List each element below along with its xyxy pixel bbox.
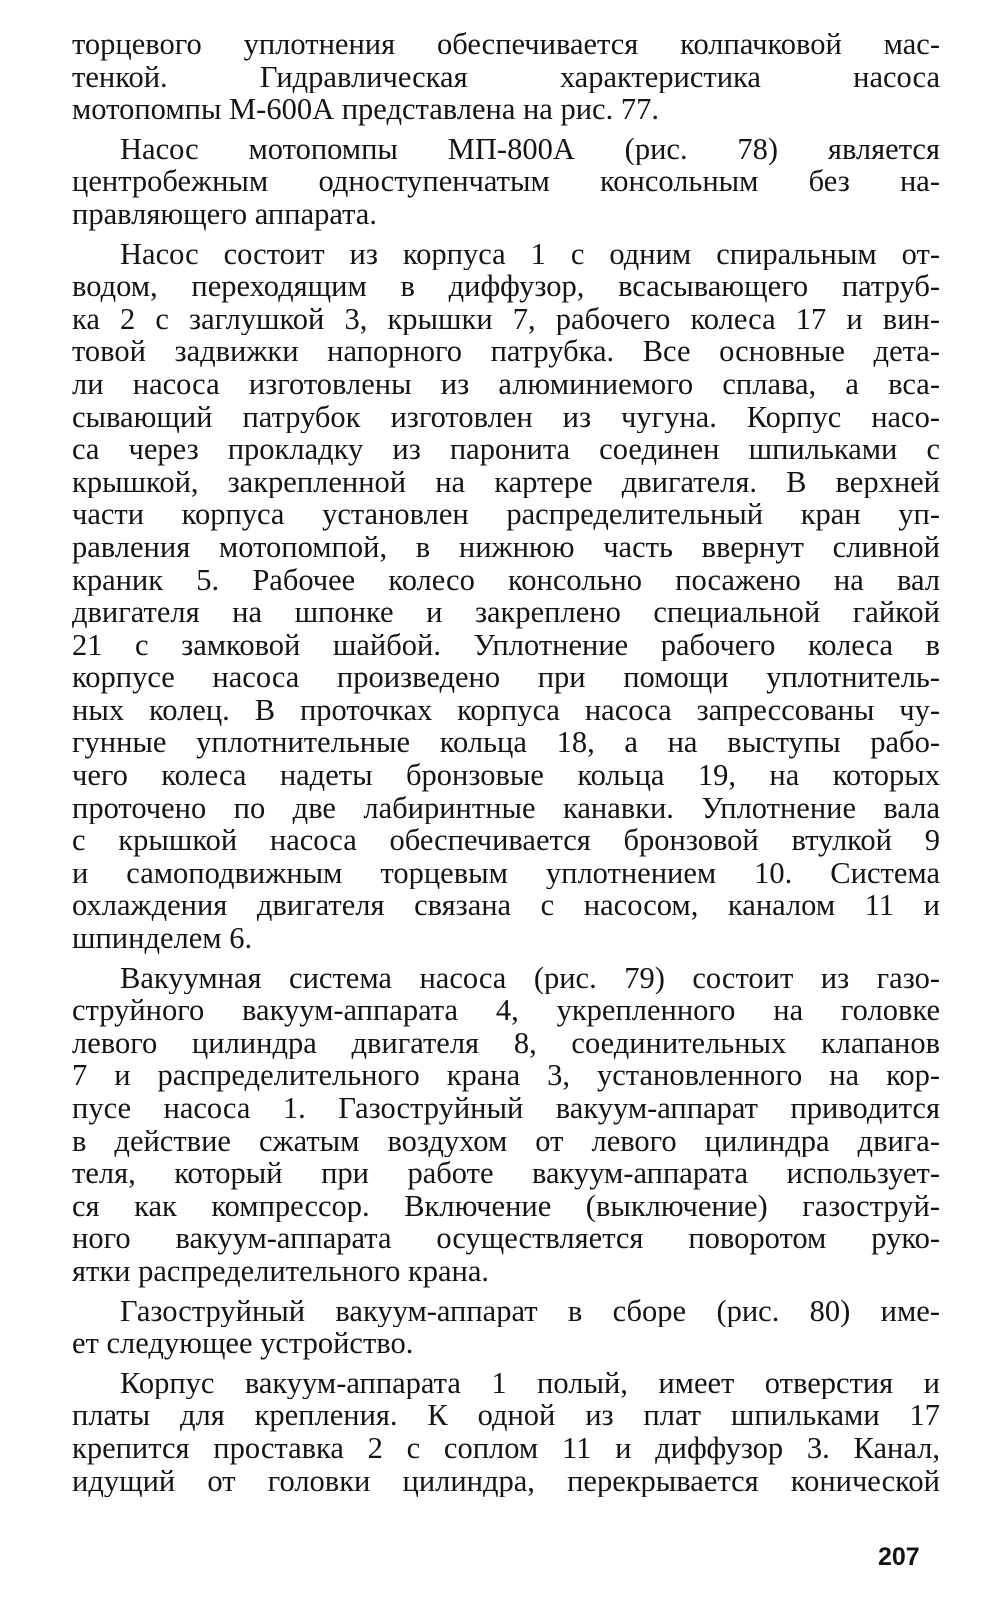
text-line: шпинделем 6.: [72, 922, 253, 955]
paragraph-3: [72, 238, 940, 955]
text-line: ятки распределительного крана.: [72, 1254, 490, 1288]
text-line: в действие сжатым воздухом от левого цилиндра двига-: [72, 1124, 940, 1158]
text-line: ного вакуум-аппарата осуществляется поворотом руко-: [72, 1222, 940, 1255]
paragraph-1: [72, 28, 940, 126]
text-line: ли насоса изготовлены из алюминиемого сплава, а вса-: [72, 367, 940, 401]
text-line: центробежным одноступенчатым консольным без на-: [72, 165, 940, 198]
text-line: правляющего аппарата.: [72, 197, 377, 231]
text-line: равления мотопомпой, в нижнюю часть ввернут сливной: [72, 530, 940, 564]
paragraph-4: [72, 962, 940, 1288]
text-line: товой задвижки напорного патрубка. Все основные дета-: [72, 335, 940, 368]
paragraph-2: [72, 133, 940, 231]
text-line: Газоструйный вакуум-аппарат в сборе (рис. 80) име-: [120, 1294, 940, 1328]
text-line: пусе насоса 1. Газоструйный вакуум-аппарат приводится: [72, 1092, 940, 1125]
text-line: Насос состоит из корпуса 1 с одним спиральным от-: [120, 237, 940, 271]
text-line: чего колеса надеты бронзовые кольца 19, на которых: [72, 759, 940, 792]
text-line: идущий от головки цилиндра, перекрывается конической: [72, 1464, 940, 1498]
text-line: струйного вакуум-аппарата 4, укрепленного на головке: [72, 994, 940, 1027]
page-text: [72, 28, 940, 1504]
text-line: Насос мотопомпы МП-800А (рис. 78) является: [120, 132, 940, 166]
text-line: ет следующее устройство.: [72, 1327, 414, 1360]
text-line: тенкой. Гидравлическая характеристика насоса: [72, 60, 940, 94]
text-line: гунные уплотнительные кольца 18, а на выступы рабо-: [72, 726, 940, 760]
text-line: торцевого уплотнения обеспечивается колпачковой мас-: [72, 28, 940, 61]
text-line: сывающий патрубок изготовлен из чугуна. Корпус насо-: [72, 400, 940, 434]
text-line: водом, переходящим в диффузор, всасывающего патруб-: [72, 270, 940, 303]
text-line: с крышкой насоса обеспечивается бронзовой втулкой 9: [72, 824, 940, 857]
paragraph-6: [72, 1367, 940, 1497]
page-number: 207: [878, 1543, 920, 1571]
text-line: теля, который при работе вакуум-аппарата использует-: [72, 1157, 940, 1190]
text-line: ся как компрессор. Включение (выключение) газоструй-: [72, 1189, 940, 1223]
text-line: 21 с замковой шайбой. Уплотнение рабочего колеса в: [72, 628, 940, 662]
text-line: мотопомпы М-600А представлена на рис. 77.: [72, 93, 659, 126]
text-line: краник 5. Рабочее колесо консольно посажено на вал: [72, 563, 940, 597]
text-line: проточено по две лабиринтные канавки. Уплотнение вала: [72, 791, 940, 825]
text-line: крышкой, закрепленной на картере двигателя. В верхней: [72, 465, 940, 499]
text-line: части корпуса установлен распределительный кран уп-: [72, 498, 940, 531]
paragraph-5: [72, 1295, 940, 1360]
text-line: Корпус вакуум-аппарата 1 полый, имеет отверстия и: [120, 1366, 940, 1400]
text-line: крепится проставка 2 с соплом 11 и диффузор 3. Канал,: [72, 1431, 940, 1465]
text-line: са через прокладку из паронита соединен шпильками с: [72, 433, 940, 466]
text-line: левого цилиндра двигателя 8, соединительных клапанов: [72, 1026, 940, 1060]
text-line: корпусе насоса произведено при помощи уплотнитель-: [72, 661, 940, 694]
text-line: и самоподвижным торцевым уплотнением 10. Система: [72, 856, 940, 890]
text-line: ка 2 с заглушкой 3, крышки 7, рабочего колеса 17 и вин-: [72, 302, 940, 336]
text-line: Вакуумная система насоса (рис. 79) состоит из газо-: [120, 961, 940, 995]
text-line: охлаждения двигателя связана с насосом, каналом 11 и: [72, 889, 940, 923]
text-line: ных колец. В проточках корпуса насоса запрессованы чу-: [72, 693, 940, 727]
text-line: двигателя на шпонке и закреплено специальной гайкой: [72, 596, 940, 629]
text-line: платы для крепления. К одной из плат шпильками 17: [72, 1399, 940, 1432]
text-line: 7 и распределительного крана 3, установленного на кор-: [72, 1059, 940, 1092]
